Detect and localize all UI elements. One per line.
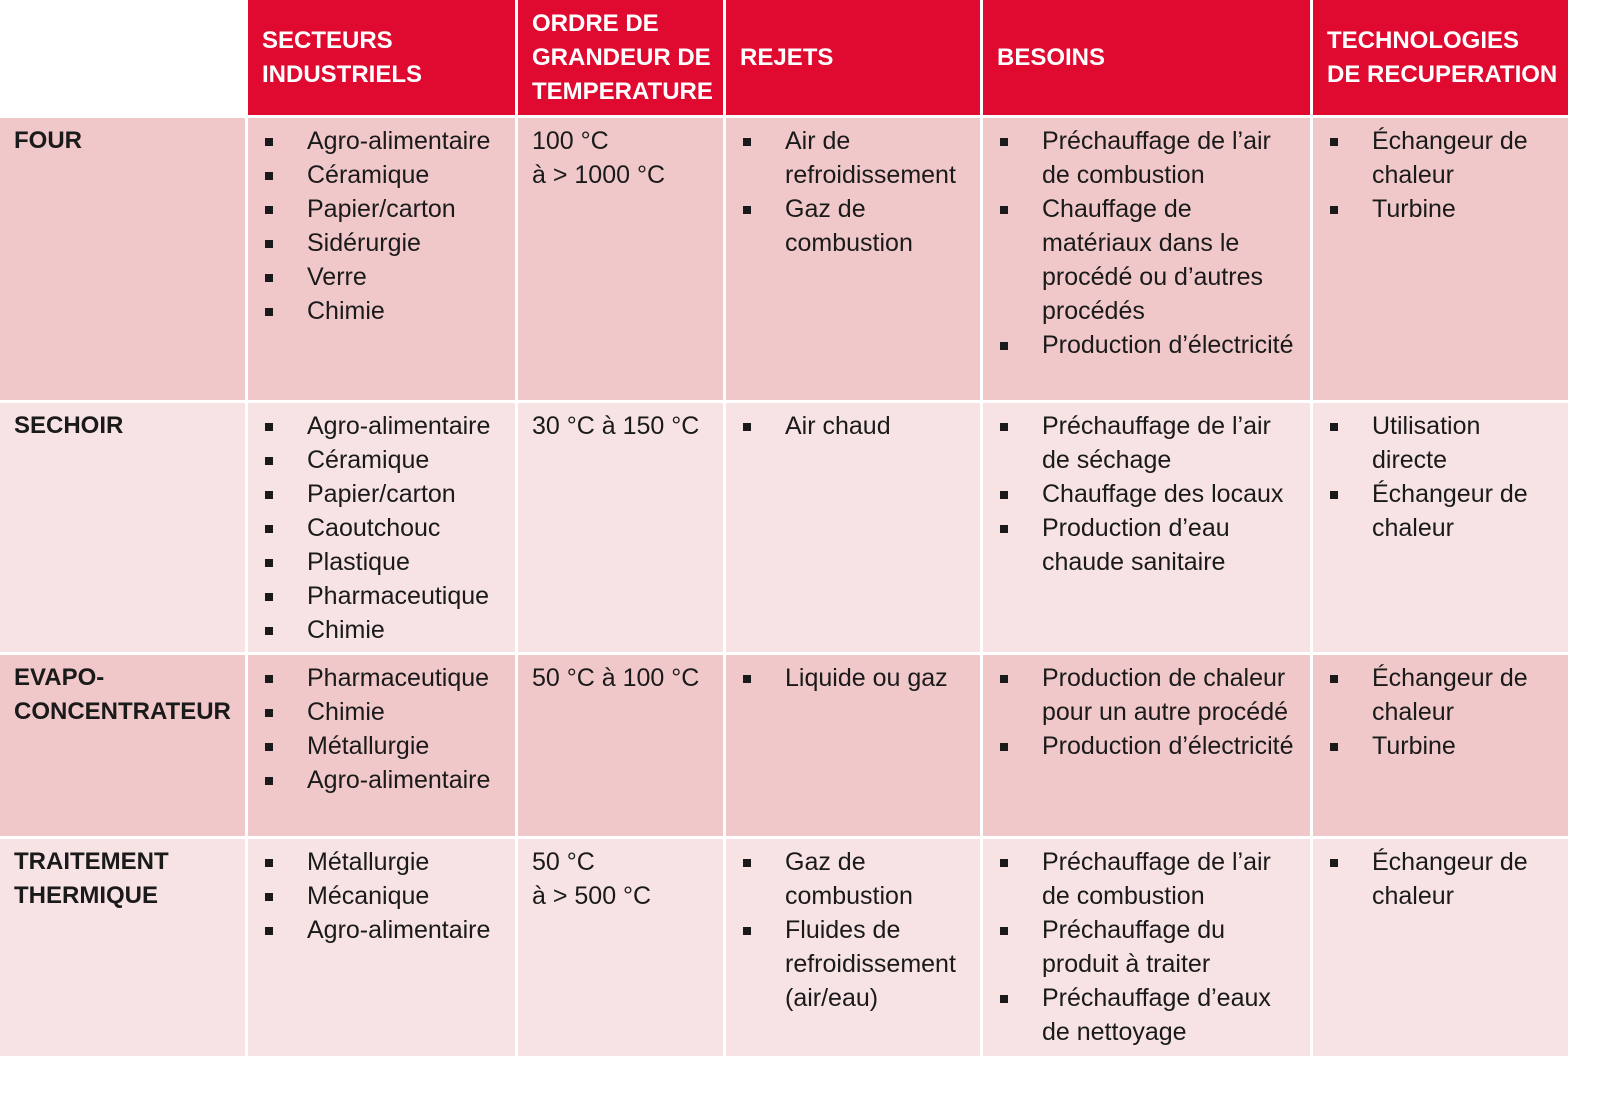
list-item: Production de chaleur pour un autre procédé xyxy=(997,661,1300,729)
header-corner-empty xyxy=(0,0,248,118)
list-item: Échangeur de chaleur xyxy=(1327,845,1558,913)
header-besoins: BESOINS xyxy=(983,0,1313,118)
list-item: Agro-alimentaire xyxy=(262,409,505,443)
list-item: Échangeur de chaleur xyxy=(1327,661,1558,729)
list-item: Agro-alimentaire xyxy=(262,913,505,947)
besoins-cell xyxy=(983,403,1313,655)
technologies-cell xyxy=(1313,655,1568,839)
list-item: Production d’eau chaude sanitaire xyxy=(997,511,1300,579)
table-row-four xyxy=(0,118,1568,403)
besoins-cell xyxy=(983,655,1313,839)
list-item: Chimie xyxy=(262,695,505,729)
list-item: Caoutchouc xyxy=(262,511,505,545)
list-item: Chimie xyxy=(262,294,505,328)
list-item: Mécanique xyxy=(262,879,505,913)
sectors-cell xyxy=(248,403,518,655)
temperature-cell xyxy=(518,118,726,403)
list-item: Préchauffage du produit à traiter xyxy=(997,913,1300,981)
sectors-cell xyxy=(248,655,518,839)
list-item: Air de refroidissement xyxy=(740,124,970,192)
besoins-cell xyxy=(983,118,1313,403)
list-item: Sidérurgie xyxy=(262,226,505,260)
besoins-cell xyxy=(983,839,1313,1059)
rejets-cell xyxy=(726,655,983,839)
temperature-line: 100 °C xyxy=(532,127,609,155)
list-item: Préchauffage d’eaux de nettoyage xyxy=(997,981,1300,1049)
list-item: Turbine xyxy=(1327,729,1558,763)
list-item: Échangeur de chaleur xyxy=(1327,124,1558,192)
row-label: FOUR xyxy=(0,118,248,403)
list-item: Céramique xyxy=(262,443,505,477)
technologies-cell xyxy=(1313,839,1568,1059)
rejets-cell xyxy=(726,403,983,655)
list-item: Turbine xyxy=(1327,192,1558,226)
list-item: Plastique xyxy=(262,545,505,579)
technologies-cell xyxy=(1313,118,1568,403)
temperature-line: à > 1000 °C xyxy=(532,161,666,189)
table-row-evapo-concentrateur xyxy=(0,655,1568,839)
temperature-line: 30 °C à 150 °C xyxy=(532,412,700,440)
list-item: Chauffage de matériaux dans le procédé ou d’autres procédés xyxy=(997,192,1300,328)
table-row-sechoir xyxy=(0,403,1568,655)
list-item: Liquide ou gaz xyxy=(740,661,970,695)
temperature-line: 50 °C xyxy=(532,848,595,876)
table-header-row xyxy=(0,0,1568,118)
row-label: TRAITEMENT THERMIQUE xyxy=(0,839,248,1059)
table-row-traitement-thermique xyxy=(0,839,1568,1059)
list-item: Pharmaceutique xyxy=(262,579,505,613)
technologies-cell xyxy=(1313,403,1568,655)
list-item: Gaz de combustion xyxy=(740,192,970,260)
header-secteurs: SECTEURS INDUSTRIELS xyxy=(248,0,518,118)
list-item: Préchauffage de l’air de séchage xyxy=(997,409,1300,477)
header-technologies: TECHNOLOGIES DE RECUPERATION xyxy=(1313,0,1568,118)
list-item: Gaz de combustion xyxy=(740,845,970,913)
list-item: Papier/carton xyxy=(262,192,505,226)
list-item: Agro-alimentaire xyxy=(262,763,505,797)
row-label: EVAPO-CONCENTRATEUR xyxy=(0,655,248,839)
temperature-line: 50 °C à 100 °C xyxy=(532,664,700,692)
list-item: Métallurgie xyxy=(262,729,505,763)
list-item: Métallurgie xyxy=(262,845,505,879)
list-item: Fluides de refroidissement (air/eau) xyxy=(740,913,970,1015)
list-item: Agro-alimentaire xyxy=(262,124,505,158)
temperature-cell xyxy=(518,839,726,1059)
row-label: SECHOIR xyxy=(0,403,248,655)
temperature-cell xyxy=(518,655,726,839)
rejets-cell xyxy=(726,118,983,403)
sectors-cell xyxy=(248,118,518,403)
list-item: Production d’électricité xyxy=(997,729,1300,763)
list-item: Utilisation directe xyxy=(1327,409,1558,477)
list-item: Chimie xyxy=(262,613,505,647)
list-item: Production d’électricité xyxy=(997,328,1300,362)
list-item: Échangeur de chaleur xyxy=(1327,477,1558,545)
list-item: Air chaud xyxy=(740,409,970,443)
temperature-line: à > 500 °C xyxy=(532,882,652,910)
sectors-cell xyxy=(248,839,518,1059)
list-item: Pharmaceutique xyxy=(262,661,505,695)
list-item: Verre xyxy=(262,260,505,294)
rejets-cell xyxy=(726,839,983,1059)
list-item: Chauffage des locaux xyxy=(997,477,1300,511)
list-item: Préchauffage de l’air de combustion xyxy=(997,845,1300,913)
list-item: Papier/carton xyxy=(262,477,505,511)
list-item: Céramique xyxy=(262,158,505,192)
header-rejets: REJETS xyxy=(726,0,983,118)
header-temperature: ORDRE DE GRANDEUR DE TEMPERATURE xyxy=(518,0,726,118)
temperature-cell xyxy=(518,403,726,655)
list-item: Préchauffage de l’air de combustion xyxy=(997,124,1300,192)
